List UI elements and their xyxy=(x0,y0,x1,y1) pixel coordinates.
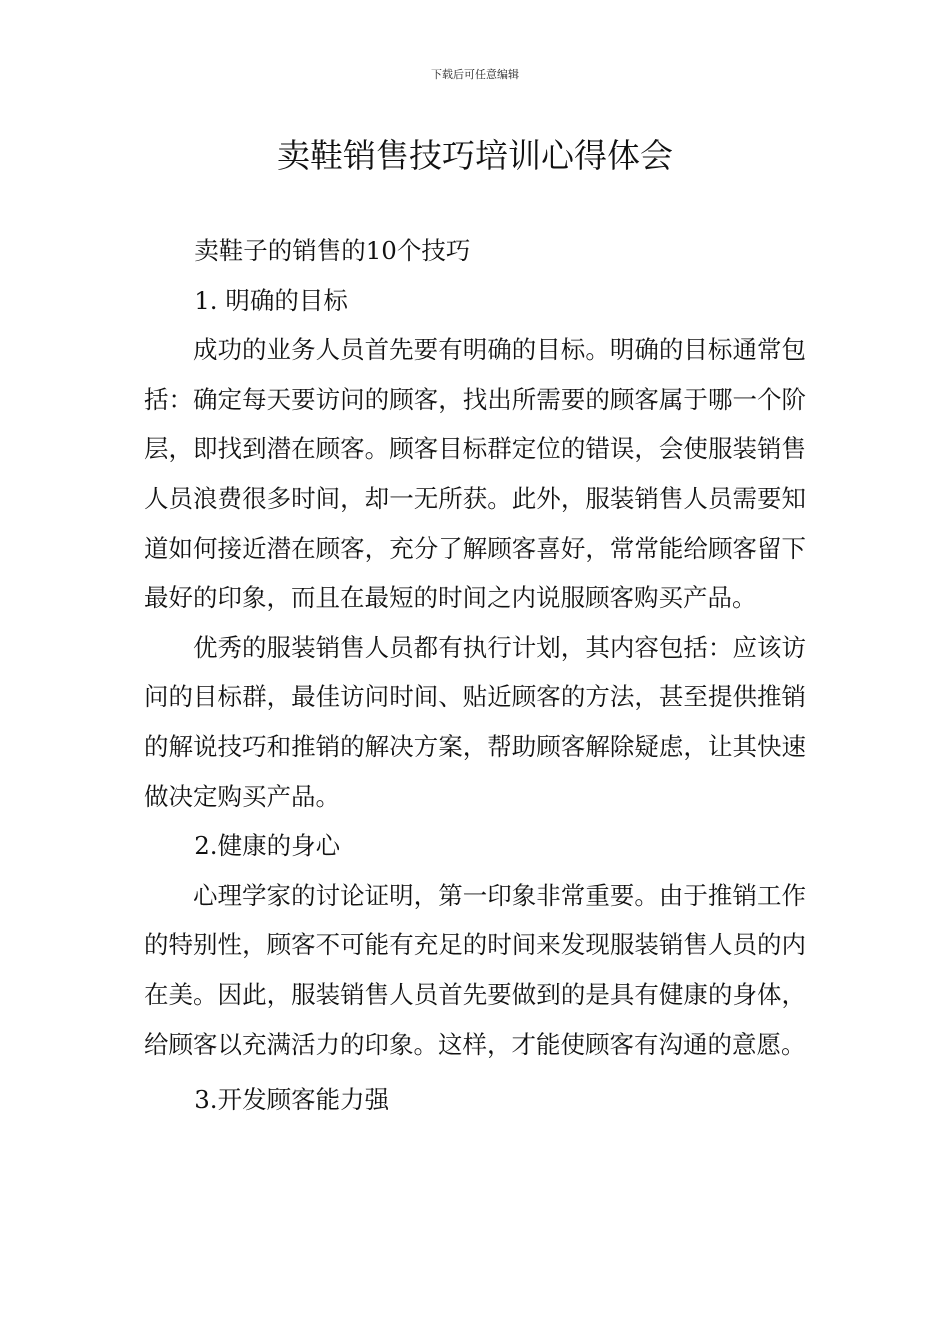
section-heading-2: 2.健康的身心 xyxy=(194,831,341,861)
body-paragraph: 优秀的服装销售人员都有执行计划，其内容包括：应该访问的目标群，最佳访问时间、贴近顾客的方法，甚至提供推销的解说技巧和推销的解决方案，帮助顾客解除疑虑，让其快速做决定购买产品。 xyxy=(144,632,806,811)
body-paragraph: 心理学家的讨论证明，第一印象非常重要。由于推销工作的特别性，顾客不可能有充足的时间来发现服装销售人员的内在美。因此，服装销售人员首先要做到的是具有健康的身体，给顾客以充满活力的印象。这样，才能使顾客有沟通的意愿。 xyxy=(144,880,806,1059)
document-title: 卖鞋销售技巧培训心得体会 xyxy=(277,136,673,175)
page-header-note: 下载后可任意编辑 xyxy=(431,68,519,81)
section-heading-1: 1. 明确的目标 xyxy=(194,285,348,315)
document-body xyxy=(144,226,806,1125)
section-heading-3: 3.开发顾客能力强 xyxy=(194,1085,390,1115)
body-paragraph: 成功的业务人员首先要有明确的目标。明确的目标通常包括：确定每天要访问的顾客，找出所需要的顾客属于哪一个阶层，即找到潜在顾客。顾客目标群定位的错误，会使服装销售人员浪费很多时间，却一无所获。此外，服装销售人员需要知道如何接近潜在顾客，充分了解顾客喜好，常常能给顾客留下最好的印象，而且在最短的时间之内说服顾客购买产品。 xyxy=(144,335,806,613)
section-intro: 卖鞋子的销售的10个技巧 xyxy=(194,236,471,265)
